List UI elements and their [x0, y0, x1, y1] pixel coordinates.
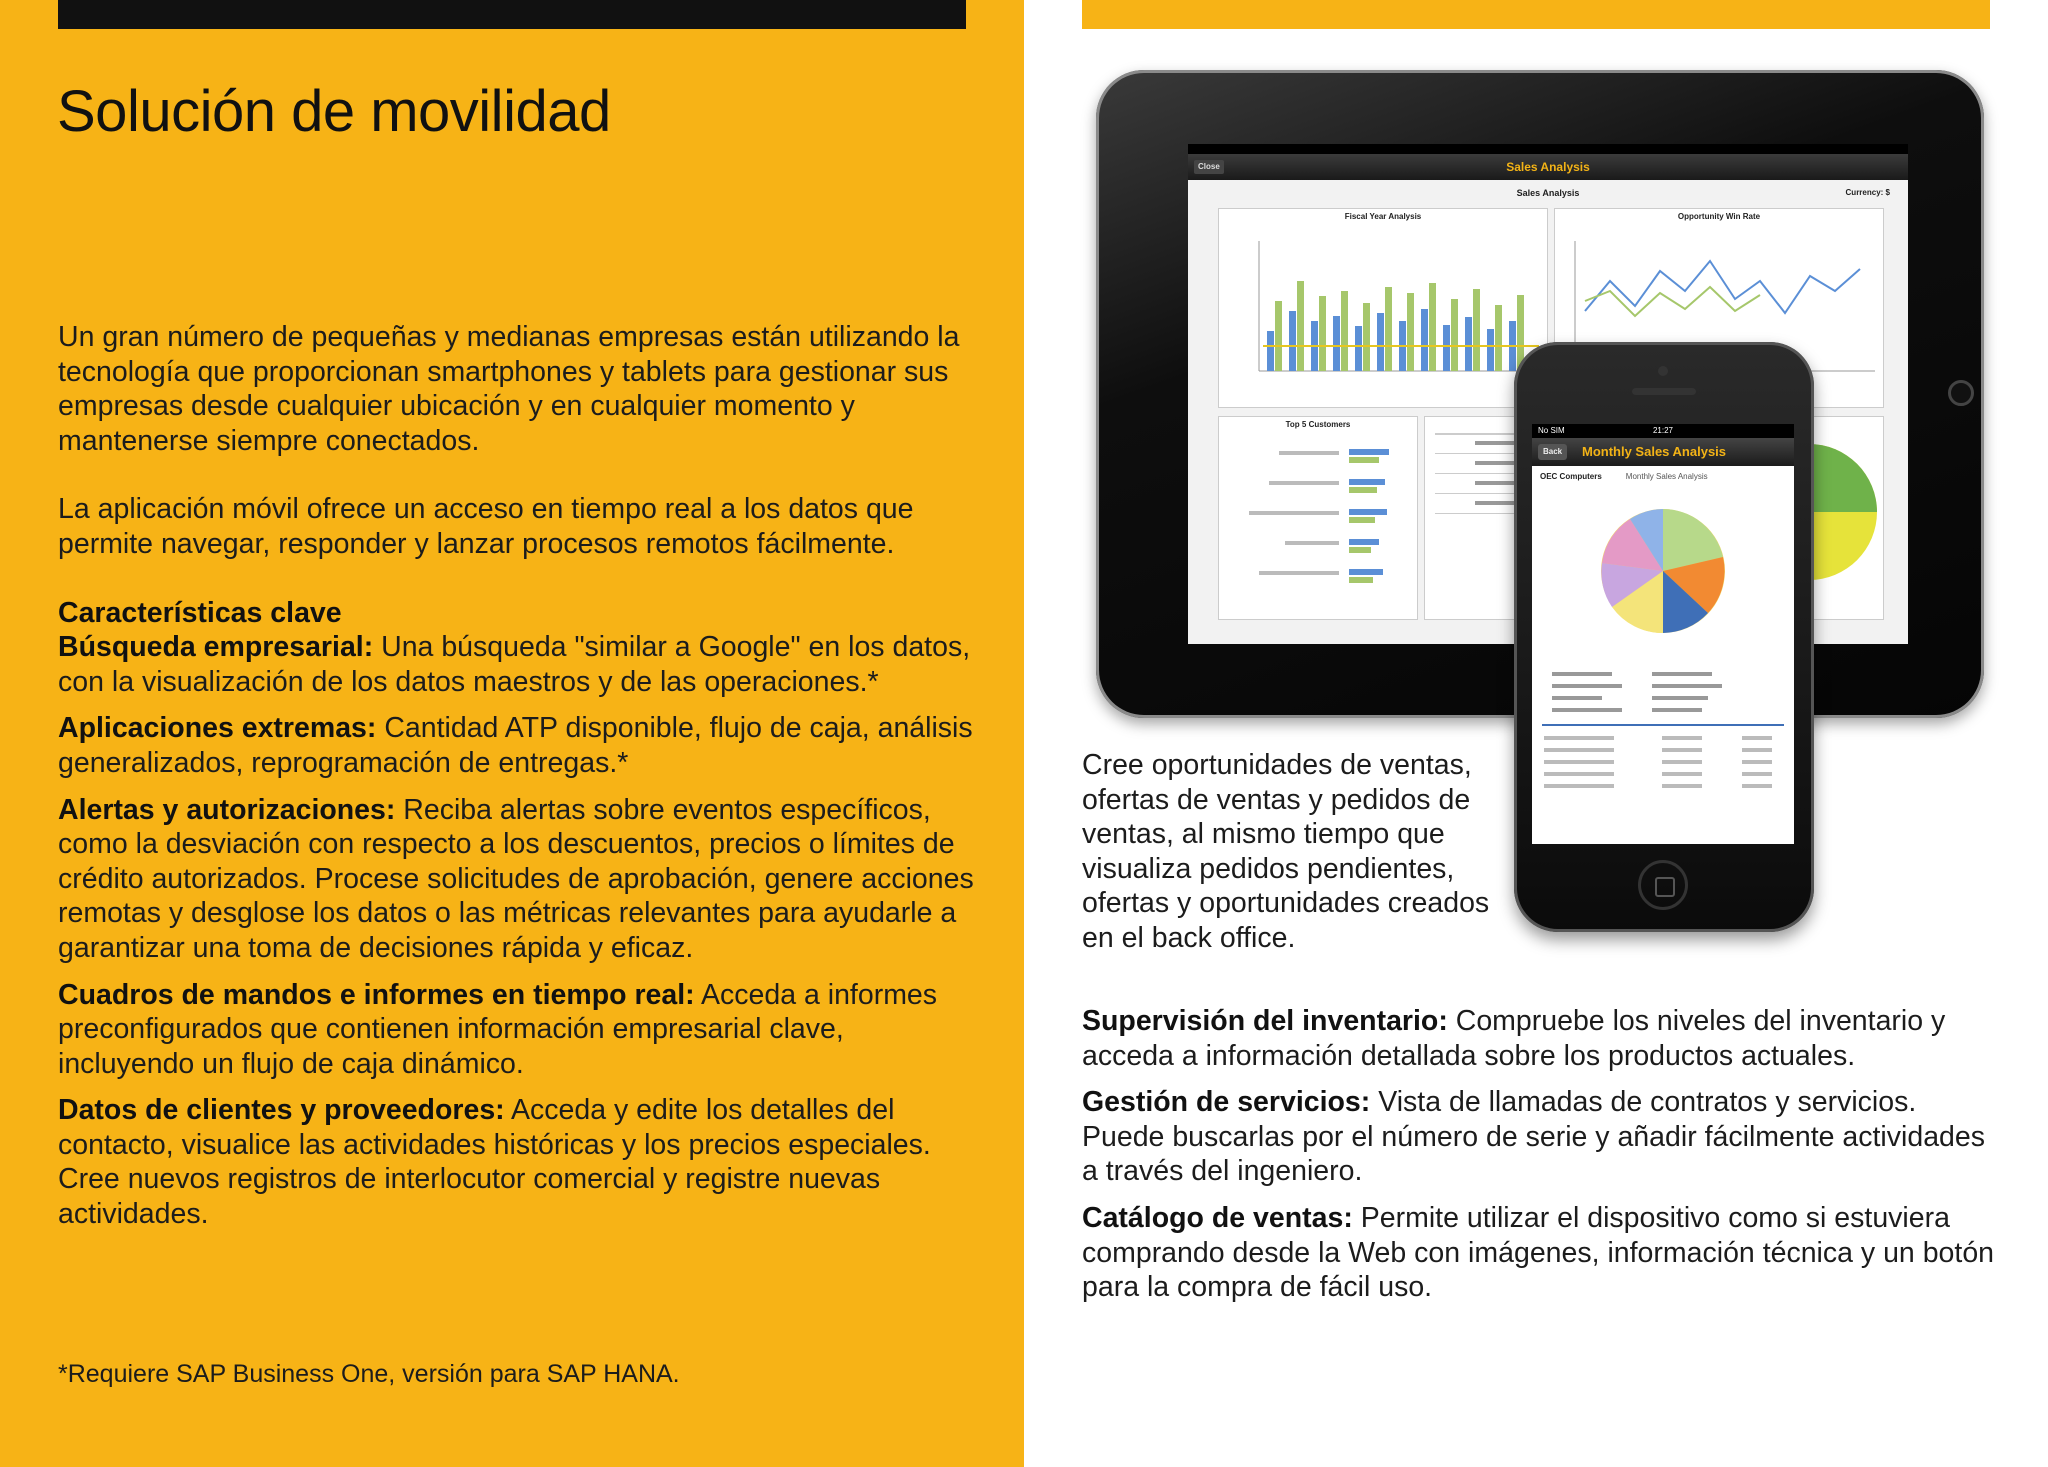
fiscal-bar-chart-icon [1219, 221, 1549, 401]
tablet-app-titlebar: Close Sales Analysis [1188, 154, 1908, 180]
feature-cuadros: Cuadros de mandos e informes en tiempo real: Acceda a informes preconfigurados que contienen información empresarial clave, incluyendo un flujo de caja dinámico. [58, 978, 938, 1080]
left-column-text [58, 320, 978, 1232]
feature-datos-clientes: Datos de clientes y proveedores: Acceda y edite los detalles del contacto, visualice las actividades históricas y los precios especiales. Cree nuevos registros de interlocutor comercial y registre nuevas actividades. [58, 1094, 931, 1231]
phone-legend-table-icon [1532, 666, 1794, 844]
feature-servicios: Gestión de servicios: Vista de llamadas de contratos y servicios. Puede buscarlas por el número de serie y añadir fácilmente actividades a través del ingeniero. [1082, 1086, 1985, 1188]
tablet-panel-fiscal: Fiscal Year Analysis [1218, 208, 1548, 408]
page-title: Solución de movilidad [57, 79, 611, 144]
tablet-panel-top-customers: Top 5 Customers [1218, 416, 1418, 620]
intro-paragraph-2: La aplicación móvil ofrece un acceso en tiempo real a los datos que permite navegar, responder y lanzar procesos remotos fácilmente. [58, 493, 914, 560]
phone-screen [1532, 424, 1794, 844]
top-customers-bar-chart-icon [1219, 429, 1419, 614]
footnote: *Requiere SAP Business One, versión para SAP HANA. [58, 1360, 680, 1388]
right-column-text [1082, 1004, 2002, 1305]
top-bar-yellow [1082, 0, 1990, 29]
phone-speaker-icon [1632, 388, 1696, 395]
feature-aplicaciones: Aplicaciones extremas: Cantidad ATP disponible, flujo de caja, análisis generalizados, reprogramación de entregas.* [58, 712, 973, 779]
tablet-panel-winrate: Opportunity Win Rate [1554, 208, 1884, 408]
phone-camera-icon [1658, 366, 1668, 376]
feature-inventario: Supervisión del inventario: Compruebe los niveles del inventario y acceda a información detallada sobre los productos actuales. [1082, 1005, 1946, 1072]
top-bar-dark [58, 0, 966, 29]
intro-paragraph-1: Un gran número de pequeñas y medianas empresas están utilizando la tecnología que proporcionan smartphones y tablets para gestionar sus empresas desde cualquier ubicación y en cualquier momento y mantenerse siempre conectados. [58, 321, 960, 457]
tablet-report-title: Sales Analysis Currency: $ [1516, 188, 1890, 198]
feature-alertas: Alertas y autorizaciones: Reciba alertas sobre eventos específicos, como la desviación con respecto a los descuentos, precios o límites de crédito autorizados. Procese solicitudes de aprobación, genere acciones remotas y desglose los datos o las métricas relevantes para ayudarle a garantizar una toma de decisiones rápida y eficaz. [58, 793, 974, 964]
phone-report-header: OEC Computers Monthly Sales Analysis [1540, 472, 1708, 481]
phone-home-button-icon [1638, 860, 1688, 910]
phone-back-button: Back [1538, 444, 1567, 460]
feature-catalogo: Catálogo de ventas: Permite utilizar el dispositivo como si estuviera comprando desde la Web con imágenes, información técnica y un botón para la compra de fácil uso. [1082, 1201, 1995, 1304]
phone-app-titlebar: Back Monthly Sales Analysis [1532, 438, 1794, 466]
phone-status-bar: No SIM 21:27 [1532, 424, 1794, 438]
tablet-home-button-icon [1948, 380, 1974, 406]
phone-device [1514, 342, 1814, 932]
feature-busqueda: Búsqueda empresarial: Una búsqueda "similar a Google" en los datos, con la visualización de los datos maestros y de las operaciones.* [58, 631, 971, 698]
features-heading: Características clave [58, 596, 342, 629]
tablet-close-button: Close [1194, 160, 1224, 174]
device-caption: Cree oportunidades de ventas, ofertas de ventas y pedidos de ventas, al mismo tiempo que visualiza pedidos pendientes, ofertas y oportunidades creados en el back office. [1082, 749, 1490, 954]
phone-pie-chart-icon [1532, 481, 1794, 661]
